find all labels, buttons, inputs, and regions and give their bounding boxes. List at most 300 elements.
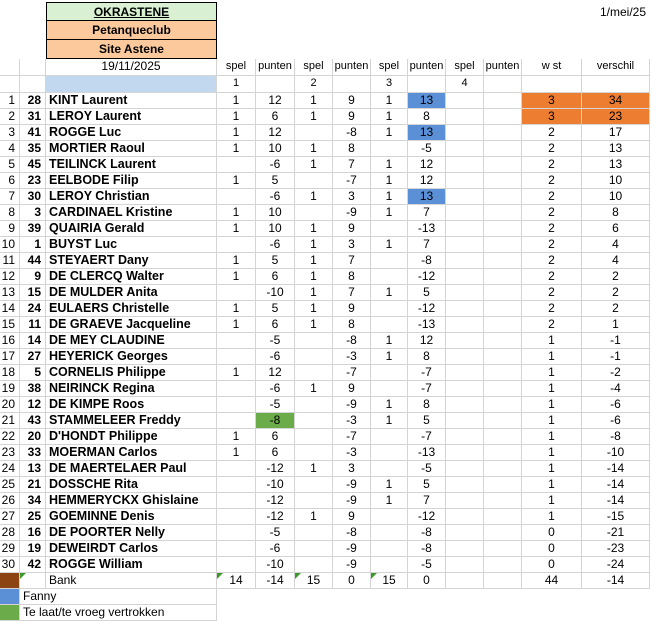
spel-cell[interactable]: 1 xyxy=(217,429,256,445)
punten-cell[interactable]: -8 xyxy=(256,413,295,429)
spel-cell[interactable] xyxy=(217,525,256,541)
verschil-cell[interactable]: 1 xyxy=(582,317,650,333)
spel-cell[interactable] xyxy=(446,221,484,237)
spel-cell[interactable] xyxy=(217,461,256,477)
spel-cell[interactable] xyxy=(371,557,408,573)
bank-spel-cell[interactable]: 14 xyxy=(217,573,256,589)
punten-cell[interactable]: 13 xyxy=(408,189,446,205)
player-name-cell[interactable]: MORTIER Raoul xyxy=(46,141,217,157)
rank-cell[interactable]: 14 xyxy=(0,301,20,317)
punten-cell[interactable]: -8 xyxy=(333,333,371,349)
spel-cell[interactable] xyxy=(446,189,484,205)
spel-cell[interactable] xyxy=(446,365,484,381)
spel-cell[interactable]: 1 xyxy=(295,109,333,125)
wst-cell[interactable]: 2 xyxy=(522,269,582,285)
punten-cell[interactable]: -3 xyxy=(333,413,371,429)
verschil-cell[interactable]: -14 xyxy=(582,493,650,509)
empty-cell[interactable] xyxy=(20,76,46,93)
rank-cell[interactable]: 21 xyxy=(0,413,20,429)
spel-cell[interactable] xyxy=(371,317,408,333)
empty-cell[interactable] xyxy=(256,76,295,93)
player-number-cell[interactable]: 3 xyxy=(20,205,46,221)
legend-fanny-swatch[interactable] xyxy=(0,589,20,605)
selection-cell[interactable] xyxy=(46,76,217,93)
spel-cell[interactable] xyxy=(371,269,408,285)
punten-cell[interactable]: -8 xyxy=(408,525,446,541)
spel-cell[interactable] xyxy=(371,253,408,269)
spel-cell[interactable] xyxy=(295,445,333,461)
punten-cell[interactable] xyxy=(484,141,522,157)
game-number[interactable]: 1 xyxy=(217,76,256,93)
spel-cell[interactable] xyxy=(446,317,484,333)
rank-cell[interactable]: 17 xyxy=(0,349,20,365)
player-number-cell[interactable]: 21 xyxy=(20,477,46,493)
punten-cell[interactable]: -8 xyxy=(408,541,446,557)
punten-cell[interactable] xyxy=(484,493,522,509)
verschil-cell[interactable]: -4 xyxy=(582,381,650,397)
spel-cell[interactable] xyxy=(217,541,256,557)
verschil-cell[interactable]: -10 xyxy=(582,445,650,461)
punten-cell[interactable]: -9 xyxy=(333,541,371,557)
spel-cell[interactable]: 1 xyxy=(295,301,333,317)
verschil-cell[interactable]: 8 xyxy=(582,205,650,221)
punten-cell[interactable] xyxy=(484,221,522,237)
spel-cell[interactable]: 1 xyxy=(295,141,333,157)
spel-cell[interactable]: 1 xyxy=(295,509,333,525)
punten-cell[interactable] xyxy=(484,317,522,333)
player-number-cell[interactable]: 15 xyxy=(20,285,46,301)
player-name-cell[interactable]: STEYAERT Dany xyxy=(46,253,217,269)
rank-cell[interactable]: 26 xyxy=(0,493,20,509)
player-name-cell[interactable]: DE CLERCQ Walter xyxy=(46,269,217,285)
punten-cell[interactable] xyxy=(484,285,522,301)
player-name-cell[interactable]: KINT Laurent xyxy=(46,93,217,109)
spel-cell[interactable] xyxy=(446,253,484,269)
spel-cell[interactable] xyxy=(371,301,408,317)
player-name-cell[interactable]: CARDINAEL Kristine xyxy=(46,205,217,221)
verschil-cell[interactable]: -24 xyxy=(582,557,650,573)
punten-cell[interactable] xyxy=(484,461,522,477)
spel-cell[interactable] xyxy=(446,445,484,461)
player-number-cell[interactable]: 12 xyxy=(20,397,46,413)
punten-cell[interactable]: 12 xyxy=(256,365,295,381)
wst-cell[interactable]: 3 xyxy=(522,109,582,125)
punten-cell[interactable]: -8 xyxy=(408,253,446,269)
spel-cell[interactable] xyxy=(446,381,484,397)
punten-cell[interactable] xyxy=(484,93,522,109)
punten-cell[interactable]: -3 xyxy=(333,349,371,365)
punten-cell[interactable] xyxy=(484,413,522,429)
punten-cell[interactable]: 8 xyxy=(333,141,371,157)
player-number-cell[interactable]: 20 xyxy=(20,429,46,445)
punten-cell[interactable] xyxy=(484,397,522,413)
wst-cell[interactable]: 1 xyxy=(522,445,582,461)
verschil-cell[interactable]: 10 xyxy=(582,189,650,205)
wst-cell[interactable]: 1 xyxy=(522,365,582,381)
spel-cell[interactable]: 1 xyxy=(295,269,333,285)
punten-cell[interactable]: 8 xyxy=(408,109,446,125)
spel-cell[interactable] xyxy=(371,365,408,381)
punten-cell[interactable]: -7 xyxy=(333,173,371,189)
verschil-cell[interactable]: 4 xyxy=(582,253,650,269)
punten-cell[interactable] xyxy=(484,349,522,365)
rank-cell[interactable]: 7 xyxy=(0,189,20,205)
bank-label[interactable]: Bank xyxy=(46,573,217,589)
empty-cell[interactable] xyxy=(333,76,371,93)
punten-cell[interactable] xyxy=(484,109,522,125)
verschil-cell[interactable]: -14 xyxy=(582,461,650,477)
player-name-cell[interactable]: HEYERICK Georges xyxy=(46,349,217,365)
wst-cell[interactable]: 2 xyxy=(522,221,582,237)
punten-cell[interactable] xyxy=(484,509,522,525)
punten-cell[interactable]: 9 xyxy=(333,93,371,109)
spel-cell[interactable] xyxy=(446,557,484,573)
player-number-cell[interactable]: 45 xyxy=(20,157,46,173)
verschil-cell[interactable]: 6 xyxy=(582,221,650,237)
rank-cell[interactable]: 25 xyxy=(0,477,20,493)
date-cell[interactable]: 19/11/2025 xyxy=(46,59,217,76)
spel-cell[interactable] xyxy=(217,381,256,397)
punten-cell[interactable]: -13 xyxy=(408,317,446,333)
rank-cell[interactable]: 8 xyxy=(0,205,20,221)
spel-cell[interactable] xyxy=(446,541,484,557)
empty-cell[interactable] xyxy=(0,59,20,76)
game-number[interactable]: 3 xyxy=(371,76,408,93)
punten-header[interactable]: punten xyxy=(333,59,371,76)
spel-cell[interactable] xyxy=(446,493,484,509)
spel-cell[interactable] xyxy=(446,461,484,477)
punten-cell[interactable]: 9 xyxy=(333,221,371,237)
rank-cell[interactable]: 30 xyxy=(0,557,20,573)
verschil-cell[interactable]: 34 xyxy=(582,93,650,109)
punten-cell[interactable]: -5 xyxy=(256,397,295,413)
spel-cell[interactable] xyxy=(217,333,256,349)
player-name-cell[interactable]: DE POORTER Nelly xyxy=(46,525,217,541)
punten-cell[interactable]: 5 xyxy=(408,285,446,301)
spel-cell[interactable]: 1 xyxy=(295,93,333,109)
punten-cell[interactable]: -7 xyxy=(408,429,446,445)
player-number-cell[interactable]: 14 xyxy=(20,333,46,349)
spel-cell[interactable]: 1 xyxy=(371,477,408,493)
spel-cell[interactable]: 1 xyxy=(371,333,408,349)
bank-spel-cell[interactable]: 15 xyxy=(295,573,333,589)
club-title[interactable]: Petanqueclub xyxy=(46,21,217,40)
spel-cell[interactable] xyxy=(446,349,484,365)
spel-cell[interactable] xyxy=(217,349,256,365)
wst-cell[interactable]: 2 xyxy=(522,125,582,141)
spel-cell[interactable] xyxy=(446,269,484,285)
player-name-cell[interactable]: DEWEIRDT Carlos xyxy=(46,541,217,557)
rank-cell[interactable]: 1 xyxy=(0,93,20,109)
wst-cell[interactable]: 2 xyxy=(522,157,582,173)
player-name-cell[interactable]: DE GRAEVE Jacqueline xyxy=(46,317,217,333)
rank-cell[interactable]: 10 xyxy=(0,237,20,253)
spel-cell[interactable] xyxy=(371,525,408,541)
spel-cell[interactable]: 1 xyxy=(295,221,333,237)
empty-cell[interactable] xyxy=(484,76,522,93)
punten-cell[interactable]: 8 xyxy=(408,397,446,413)
punten-cell[interactable] xyxy=(484,269,522,285)
spel-cell[interactable]: 1 xyxy=(371,413,408,429)
rank-cell[interactable]: 20 xyxy=(0,397,20,413)
rank-cell[interactable]: 19 xyxy=(0,381,20,397)
legend-fanny-label[interactable]: Fanny xyxy=(20,589,217,605)
player-number-cell[interactable]: 35 xyxy=(20,141,46,157)
verschil-cell[interactable]: 2 xyxy=(582,285,650,301)
player-name-cell[interactable]: DOSSCHE Rita xyxy=(46,477,217,493)
player-number-cell[interactable]: 11 xyxy=(20,317,46,333)
spel-cell[interactable]: 1 xyxy=(371,157,408,173)
spel-header[interactable]: spel xyxy=(446,59,484,76)
player-number-cell[interactable]: 33 xyxy=(20,445,46,461)
rank-cell[interactable]: 3 xyxy=(0,125,20,141)
spel-cell[interactable]: 1 xyxy=(295,381,333,397)
empty-cell[interactable] xyxy=(446,573,484,589)
player-number-cell[interactable]: 43 xyxy=(20,413,46,429)
spel-cell[interactable] xyxy=(217,189,256,205)
spel-cell[interactable]: 1 xyxy=(295,285,333,301)
punten-cell[interactable]: -9 xyxy=(333,477,371,493)
spel-cell[interactable] xyxy=(446,429,484,445)
verschil-cell[interactable]: -8 xyxy=(582,429,650,445)
punten-cell[interactable]: -12 xyxy=(408,269,446,285)
spel-cell[interactable]: 1 xyxy=(371,285,408,301)
player-name-cell[interactable]: MOERMAN Carlos xyxy=(46,445,217,461)
spel-cell[interactable] xyxy=(295,557,333,573)
spel-cell[interactable] xyxy=(295,365,333,381)
bank-punten-cell[interactable]: 0 xyxy=(408,573,446,589)
punten-cell[interactable]: 12 xyxy=(256,93,295,109)
spel-cell[interactable] xyxy=(371,509,408,525)
punten-cell[interactable] xyxy=(484,429,522,445)
spel-cell[interactable]: 1 xyxy=(295,317,333,333)
spel-cell[interactable]: 1 xyxy=(295,237,333,253)
spel-cell[interactable] xyxy=(295,525,333,541)
spel-cell[interactable] xyxy=(446,301,484,317)
rank-cell[interactable]: 16 xyxy=(0,333,20,349)
spel-cell[interactable]: 1 xyxy=(217,301,256,317)
spel-cell[interactable] xyxy=(446,333,484,349)
rank-cell[interactable]: 22 xyxy=(0,429,20,445)
spel-header[interactable]: spel xyxy=(217,59,256,76)
spel-cell[interactable] xyxy=(295,429,333,445)
punten-cell[interactable]: 3 xyxy=(333,461,371,477)
spel-cell[interactable] xyxy=(446,205,484,221)
punten-cell[interactable]: -13 xyxy=(408,221,446,237)
wst-cell[interactable]: 1 xyxy=(522,477,582,493)
player-number-cell[interactable]: 28 xyxy=(20,93,46,109)
bank-punten-cell[interactable]: -14 xyxy=(256,573,295,589)
punten-cell[interactable]: 12 xyxy=(256,125,295,141)
player-name-cell[interactable]: ROGGE Luc xyxy=(46,125,217,141)
punten-cell[interactable]: -7 xyxy=(333,365,371,381)
wst-cell[interactable]: 1 xyxy=(522,493,582,509)
punten-cell[interactable]: 9 xyxy=(333,301,371,317)
verschil-cell[interactable]: -6 xyxy=(582,413,650,429)
rank-cell[interactable]: 15 xyxy=(0,317,20,333)
punten-cell[interactable]: 6 xyxy=(256,317,295,333)
punten-cell[interactable]: -12 xyxy=(256,461,295,477)
wst-cell[interactable]: 0 xyxy=(522,541,582,557)
spel-cell[interactable] xyxy=(446,525,484,541)
spel-cell[interactable] xyxy=(217,557,256,573)
player-number-cell[interactable]: 39 xyxy=(20,221,46,237)
spel-cell[interactable]: 1 xyxy=(217,173,256,189)
punten-cell[interactable]: 7 xyxy=(408,205,446,221)
verschil-cell[interactable]: -6 xyxy=(582,397,650,413)
punten-cell[interactable]: 3 xyxy=(333,237,371,253)
rank-cell[interactable]: 29 xyxy=(0,541,20,557)
player-number-cell[interactable]: 9 xyxy=(20,269,46,285)
empty-cell[interactable] xyxy=(20,59,46,76)
punten-cell[interactable] xyxy=(484,445,522,461)
wst-cell[interactable]: 2 xyxy=(522,317,582,333)
verschil-cell[interactable]: 4 xyxy=(582,237,650,253)
spel-cell[interactable]: 1 xyxy=(217,125,256,141)
spel-cell[interactable]: 1 xyxy=(217,109,256,125)
spel-cell[interactable] xyxy=(217,285,256,301)
punten-cell[interactable]: 13 xyxy=(408,93,446,109)
player-name-cell[interactable]: NEIRINCK Regina xyxy=(46,381,217,397)
punten-cell[interactable]: -10 xyxy=(256,285,295,301)
punten-cell[interactable]: -6 xyxy=(256,541,295,557)
punten-cell[interactable] xyxy=(484,333,522,349)
player-number-cell[interactable]: 44 xyxy=(20,253,46,269)
verschil-cell[interactable]: -1 xyxy=(582,349,650,365)
verschil-cell[interactable]: -1 xyxy=(582,333,650,349)
verschil-cell[interactable]: -2 xyxy=(582,365,650,381)
punten-header[interactable]: punten xyxy=(408,59,446,76)
player-number-cell[interactable]: 23 xyxy=(20,173,46,189)
empty-cell[interactable] xyxy=(0,76,20,93)
rank-cell[interactable]: 6 xyxy=(0,173,20,189)
punten-cell[interactable]: 6 xyxy=(256,429,295,445)
punten-cell[interactable]: -6 xyxy=(256,349,295,365)
spel-cell[interactable]: 1 xyxy=(371,125,408,141)
spel-cell[interactable] xyxy=(295,397,333,413)
wst-header[interactable]: w st xyxy=(522,59,582,76)
bank-punten-cell[interactable]: 0 xyxy=(333,573,371,589)
spel-cell[interactable] xyxy=(446,237,484,253)
punten-cell[interactable] xyxy=(484,381,522,397)
spel-cell[interactable]: 1 xyxy=(217,141,256,157)
punten-cell[interactable] xyxy=(484,477,522,493)
spel-cell[interactable] xyxy=(295,349,333,365)
spel-cell[interactable] xyxy=(295,333,333,349)
wst-cell[interactable]: 1 xyxy=(522,413,582,429)
player-name-cell[interactable]: HEMMERYCKX Ghislaine xyxy=(46,493,217,509)
spel-cell[interactable]: 1 xyxy=(295,157,333,173)
player-name-cell[interactable]: EULAERS Christelle xyxy=(46,301,217,317)
spel-cell[interactable] xyxy=(446,509,484,525)
punten-cell[interactable]: 5 xyxy=(256,253,295,269)
player-name-cell[interactable]: DE MAERTELAER Paul xyxy=(46,461,217,477)
spel-cell[interactable] xyxy=(295,477,333,493)
spel-cell[interactable]: 1 xyxy=(371,109,408,125)
player-name-cell[interactable]: TEILINCK Laurent xyxy=(46,157,217,173)
verschil-cell[interactable]: -21 xyxy=(582,525,650,541)
spel-cell[interactable] xyxy=(371,445,408,461)
wst-cell[interactable]: 1 xyxy=(522,429,582,445)
spel-cell[interactable]: 1 xyxy=(371,205,408,221)
spel-cell[interactable] xyxy=(446,125,484,141)
rank-cell[interactable]: 13 xyxy=(0,285,20,301)
verschil-cell[interactable]: 13 xyxy=(582,141,650,157)
spel-cell[interactable]: 1 xyxy=(371,493,408,509)
wst-cell[interactable]: 0 xyxy=(522,525,582,541)
rank-cell[interactable]: 5 xyxy=(0,157,20,173)
wst-cell[interactable]: 2 xyxy=(522,205,582,221)
spel-cell[interactable]: 1 xyxy=(295,253,333,269)
spel-cell[interactable]: 1 xyxy=(295,461,333,477)
spel-cell[interactable] xyxy=(217,397,256,413)
spel-header[interactable]: spel xyxy=(295,59,333,76)
punten-cell[interactable]: 6 xyxy=(256,109,295,125)
punten-cell[interactable]: -6 xyxy=(256,189,295,205)
spel-cell[interactable]: 1 xyxy=(371,397,408,413)
player-number-cell[interactable]: 25 xyxy=(20,509,46,525)
legend-brown-swatch[interactable] xyxy=(0,573,20,589)
empty-cell[interactable] xyxy=(484,573,522,589)
player-number-cell[interactable]: 31 xyxy=(20,109,46,125)
spel-cell[interactable] xyxy=(217,477,256,493)
punten-cell[interactable] xyxy=(484,253,522,269)
wst-cell[interactable]: 1 xyxy=(522,461,582,477)
player-number-cell[interactable]: 5 xyxy=(20,365,46,381)
wst-cell[interactable]: 1 xyxy=(522,381,582,397)
wst-cell[interactable]: 1 xyxy=(522,397,582,413)
rank-cell[interactable]: 23 xyxy=(0,445,20,461)
verschil-cell[interactable]: -15 xyxy=(582,509,650,525)
player-name-cell[interactable]: BUYST Luc xyxy=(46,237,217,253)
punten-header[interactable]: punten xyxy=(256,59,295,76)
wst-cell[interactable]: 2 xyxy=(522,237,582,253)
spel-cell[interactable] xyxy=(446,109,484,125)
spel-cell[interactable] xyxy=(446,477,484,493)
punten-cell[interactable] xyxy=(484,541,522,557)
punten-cell[interactable]: 3 xyxy=(333,189,371,205)
spel-cell[interactable]: 1 xyxy=(217,445,256,461)
wst-cell[interactable]: 2 xyxy=(522,141,582,157)
spel-cell[interactable] xyxy=(217,157,256,173)
spel-cell[interactable]: 1 xyxy=(217,221,256,237)
punten-cell[interactable]: 6 xyxy=(256,269,295,285)
punten-cell[interactable]: -9 xyxy=(333,205,371,221)
player-name-cell[interactable]: DE MULDER Anita xyxy=(46,285,217,301)
punten-cell[interactable] xyxy=(484,157,522,173)
rank-cell[interactable]: 12 xyxy=(0,269,20,285)
spel-header[interactable]: spel xyxy=(371,59,408,76)
spel-cell[interactable]: 1 xyxy=(217,269,256,285)
punten-cell[interactable]: 12 xyxy=(408,157,446,173)
rank-cell[interactable]: 28 xyxy=(0,525,20,541)
bank-spel-cell[interactable]: 15 xyxy=(371,573,408,589)
spel-cell[interactable] xyxy=(371,381,408,397)
punten-cell[interactable]: -6 xyxy=(256,381,295,397)
punten-cell[interactable] xyxy=(484,557,522,573)
punten-cell[interactable]: -12 xyxy=(256,509,295,525)
player-number-cell[interactable]: 24 xyxy=(20,301,46,317)
verschil-cell[interactable]: 23 xyxy=(582,109,650,125)
punten-cell[interactable]: 5 xyxy=(256,173,295,189)
player-number-cell[interactable]: 1 xyxy=(20,237,46,253)
punten-cell[interactable]: 6 xyxy=(256,445,295,461)
verschil-cell[interactable]: 17 xyxy=(582,125,650,141)
player-name-cell[interactable]: DE KIMPE Roos xyxy=(46,397,217,413)
player-name-cell[interactable]: GOEMINNE Denis xyxy=(46,509,217,525)
punten-cell[interactable] xyxy=(484,173,522,189)
spel-cell[interactable] xyxy=(446,173,484,189)
